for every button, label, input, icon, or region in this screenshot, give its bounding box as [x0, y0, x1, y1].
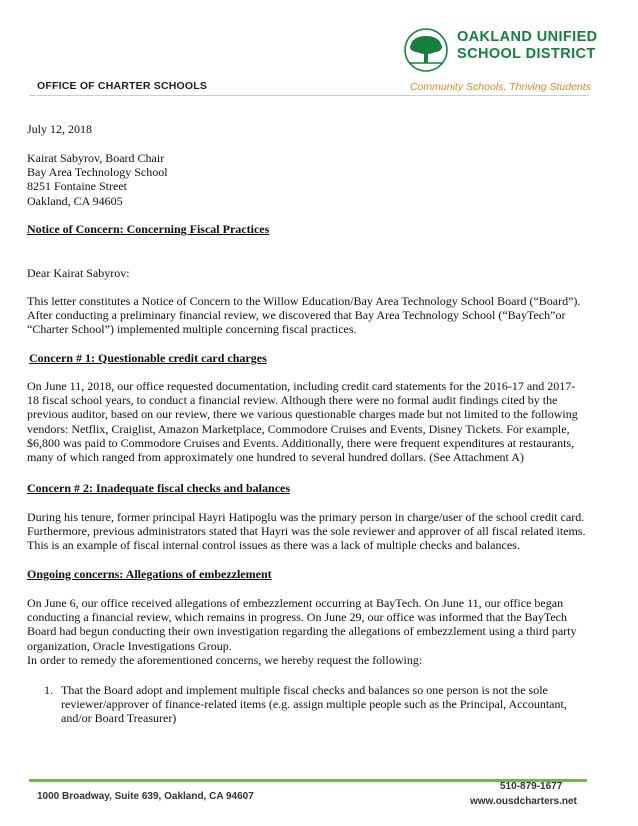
district-tagline: Community Schools, Thriving Students — [410, 81, 591, 93]
remedy-intro: In order to remedy the aforementioned concerns, we hereby request the following: — [27, 653, 423, 667]
salutation: Dear Kairat Sabyrov: — [27, 266, 130, 280]
footer-address: 1000 Broadway, Suite 639, Oakland, CA 94607 — [37, 791, 254, 802]
recipient-line: 8251 Fontaine Street — [27, 179, 127, 194]
office-title: OFFICE OF CHARTER SCHOOLS — [37, 80, 208, 92]
district-name — [457, 29, 598, 63]
header-divider — [29, 95, 589, 96]
district-name-line2: SCHOOL DISTRICT — [457, 46, 596, 62]
district-name-line1: OAKLAND UNIFIED — [457, 29, 598, 45]
ongoing-heading: Ongoing concerns: Allegations of embezzlement — [27, 567, 272, 581]
recipient-line: Bay Area Technology School — [27, 165, 168, 180]
letter-date: July 12, 2018 — [27, 122, 93, 136]
concern1-heading: Concern # 1: Questionable credit card charges — [29, 351, 267, 365]
request-number: 1. — [44, 683, 53, 697]
footer-website: www.ousdcharters.net — [470, 796, 577, 807]
oak-tree-logo-icon — [403, 27, 449, 73]
footer-phone: 510-879-1677 — [500, 781, 563, 792]
intro-paragraph: This letter constitutes a Notice of Concern to the Willow Education/Bay Area Technology School Board (“Board”). After conducting a preliminary financial review, we discovered that Bay Area Technology School (“BayTech”or “Charter School”) implemented multiple concerning fiscal practices. — [27, 294, 581, 337]
letter-subject: Notice of Concern: Concerning Fiscal Practices — [27, 222, 270, 236]
request-text: That the Board adopt and implement multiple fiscal checks and balances so one person is not the sole reviewer/approver of finance-related items (e.g. assign multiple people such as the Principal, Accountant, and/or Board Treasurer) — [61, 683, 567, 726]
recipient-line: Kairat Sabyrov, Board Chair — [27, 151, 165, 165]
ongoing-body: On June 6, our office received allegations of embezzlement occurring at BayTech. On June 11, our office began conducting a financial review, which remains in progress. On June 29, our office was informed that the BayTech Board had begun conducting their own investigation regarding the allegations of embezzlement using a third party organization, Oracle Investigations Group. — [27, 596, 577, 653]
concern2-heading: Concern # 2: Inadequate fiscal checks and balances — [27, 481, 291, 495]
recipient-address — [27, 151, 587, 208]
recipient-line: Oakland, CA 94605 — [27, 193, 123, 208]
concern2-body: During his tenure, former principal Hayri Hatipoglu was the primary person in charge/user of the school credit card. Furthermore, previous administrators stated that Hayri was the sole reviewer and approver of all fiscal related items. This is an example of fiscal internal control issues as there was a lack of multiple checks and balances. — [27, 510, 586, 553]
concern1-body: On June 11, 2018, our office requested documentation, including credit card statements for the 2016-17 and 2017-18 fiscal school years, to conduct a financial review. Although there were no formal audit findings cited by the previous auditor, based on our review, there we various questionable charges made but not limited to the following vendors: Netflix, Craiglist, Amazon Marketplace, Commodore Cruises and Events, Disney Tickets. For example, $6,800 was paid to Commodore Cruises and Events. Additionally, there were frequent expenditures at restaurants, many of which ranged from approximately one hundred to several hundred dollars. (See Attachment A) — [27, 379, 578, 465]
